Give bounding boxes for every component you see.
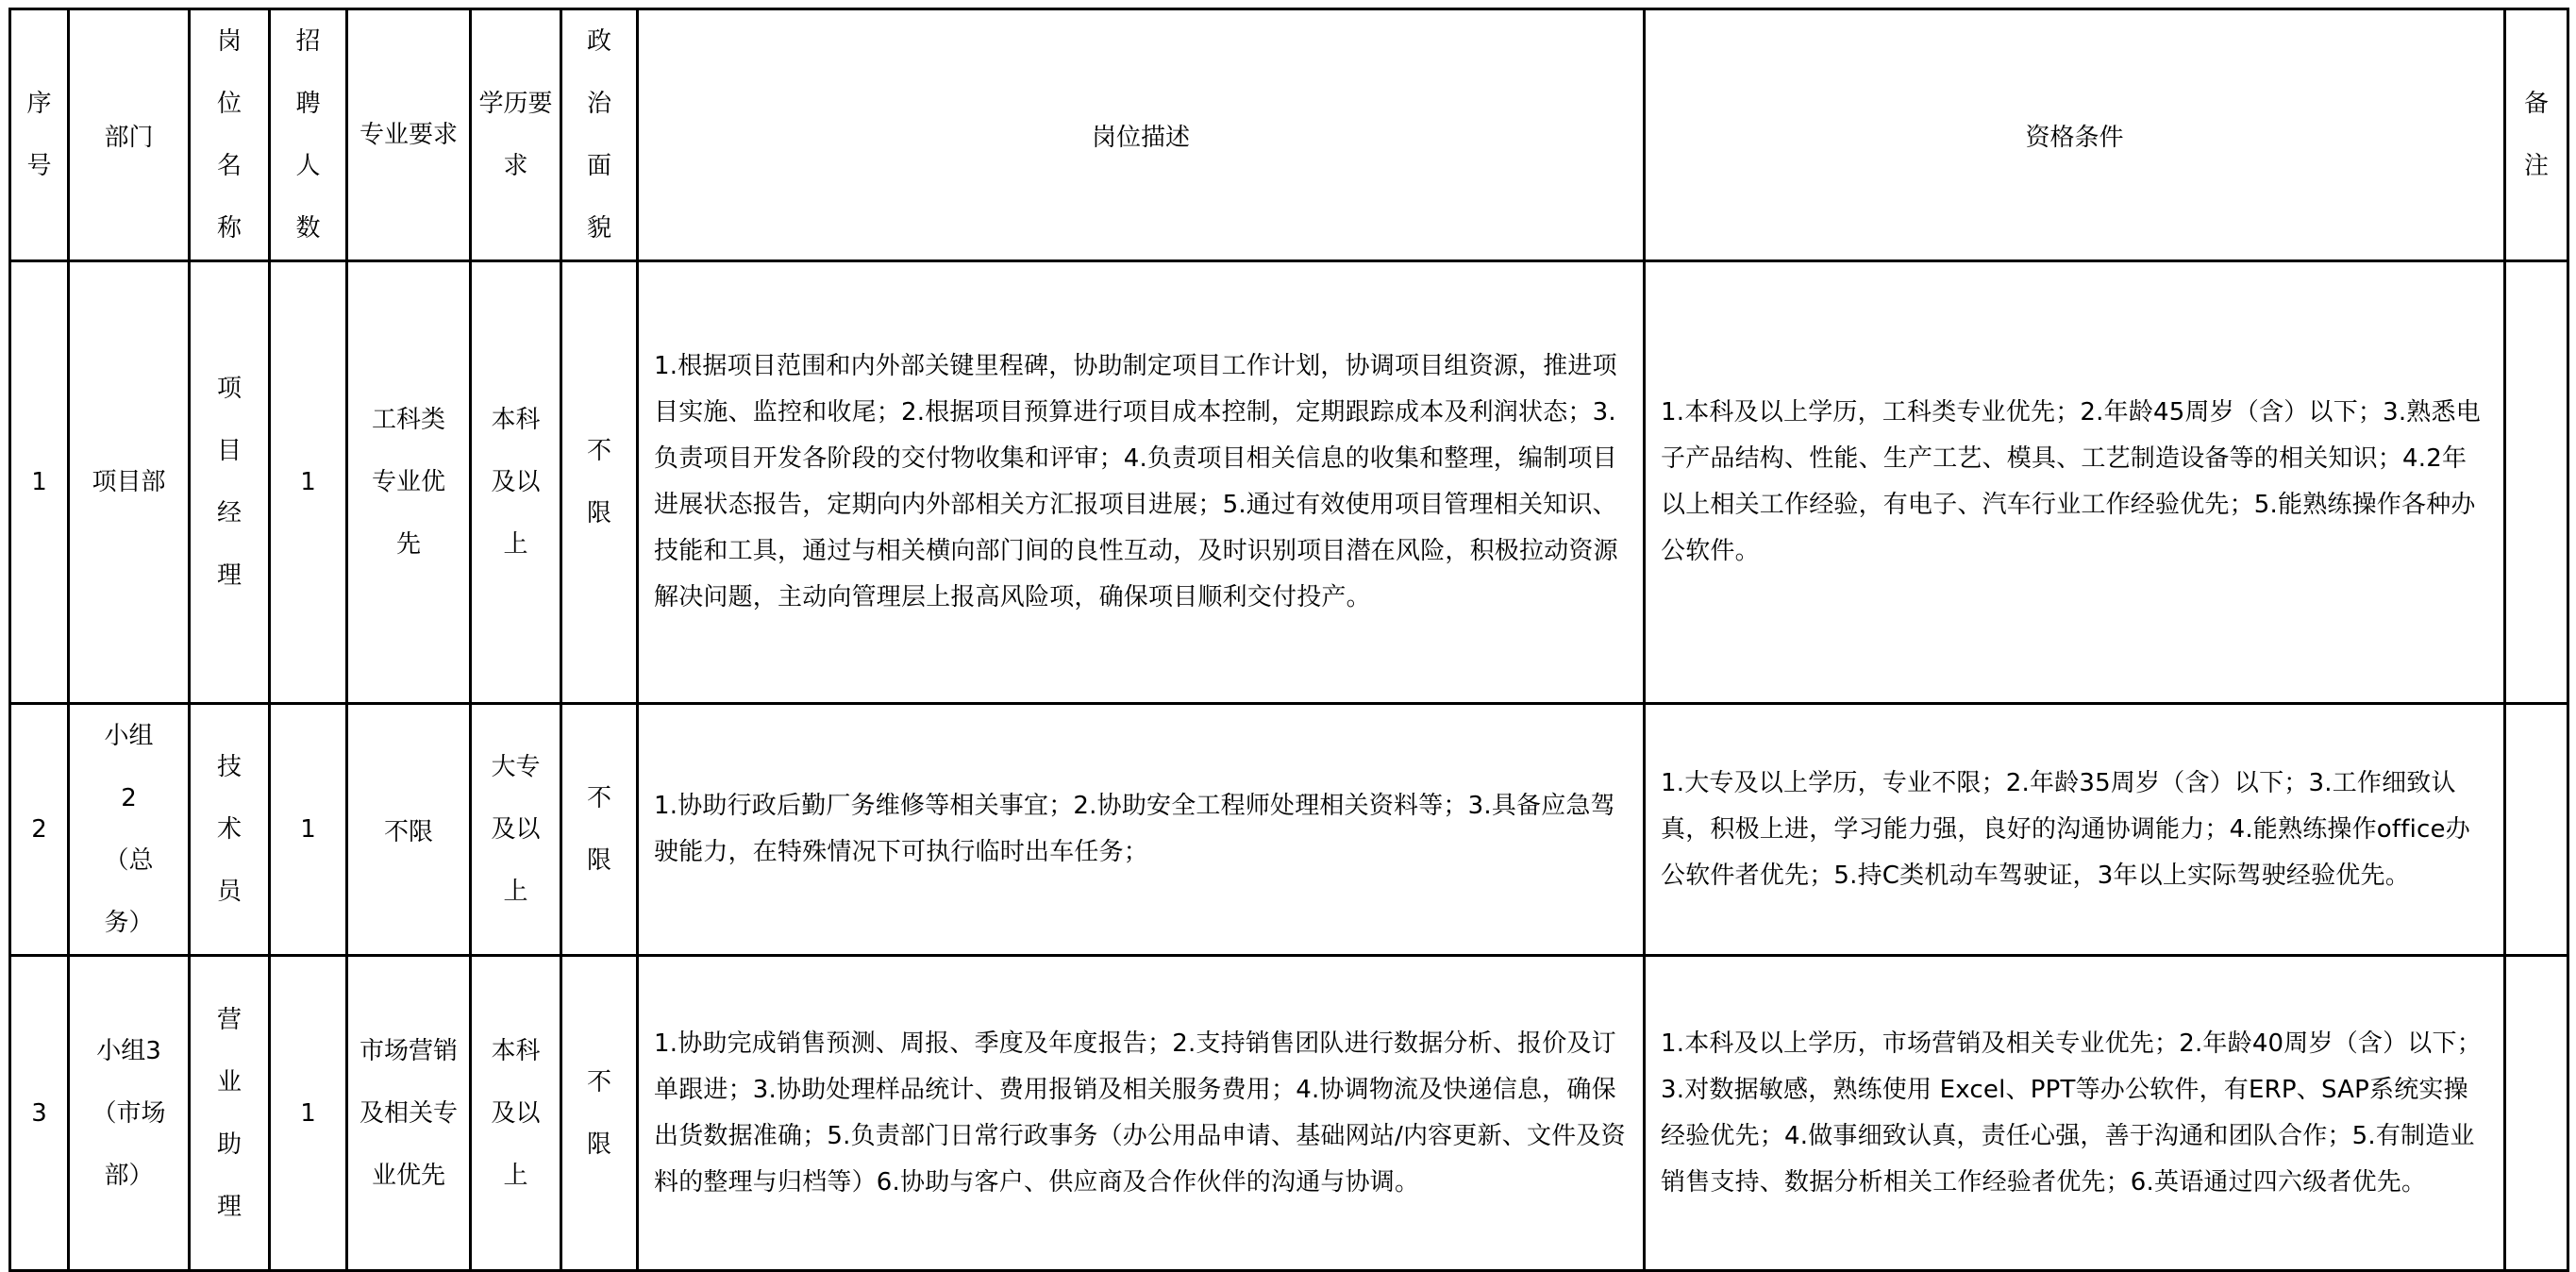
recruitment-table xyxy=(8,8,2569,1272)
recruitment-sheet xyxy=(8,8,2569,1272)
cell-major: 市场营销及相关专业优先 xyxy=(347,956,471,1271)
header-description: 岗位描述 xyxy=(638,9,1645,261)
cell-political: 不限 xyxy=(561,704,638,956)
cell-dept: 项目部 xyxy=(69,261,190,704)
header-count: 招聘人数 xyxy=(270,9,347,261)
header-major: 专业要求 xyxy=(347,9,471,261)
cell-education: 本科及以上 xyxy=(471,956,561,1271)
cell-position: 技术员 xyxy=(190,704,270,956)
cell-remark xyxy=(2505,956,2568,1271)
cell-seq: 3 xyxy=(10,956,69,1271)
cell-education: 本科及以上 xyxy=(471,261,561,704)
cell-description: 1.协助行政后勤厂务维修等相关事宜；2.协助安全工程师处理相关资料等；3.具备应急驾驶能力，在特殊情况下可执行临时出车任务； xyxy=(638,704,1645,956)
table-row xyxy=(10,956,2568,1271)
cell-dept: 小组3（市场部） xyxy=(69,956,190,1271)
header-remark: 备注 xyxy=(2505,9,2568,261)
header-position: 岗位名称 xyxy=(190,9,270,261)
cell-description: 1.协助完成销售预测、周报、季度及年度报告；2.支持销售团队进行数据分析、报价及订单跟进；3.协助处理样品统计、费用报销及相关服务费用；4.协调物流及快递信息，确保出货数据准确；5.负责部门日常行政事务（办公用品申请、基础网站/内容更新、文件及资料的整理与归档等）6.协助与客户、供应商及合作伙伴的沟通与协调。 xyxy=(638,956,1645,1271)
cell-qualification: 1.大专及以上学历，专业不限；2.年龄35周岁（含）以下；3.工作细致认真，积极上进，学习能力强，良好的沟通协调能力；4.能熟练操作office办公软件者优先；5.持C类机动车驾驶证，3年以上实际驾驶经验优先。 xyxy=(1645,704,2505,956)
cell-seq: 1 xyxy=(10,261,69,704)
cell-dept: 小组2（总务） xyxy=(69,704,190,956)
header-dept: 部门 xyxy=(69,9,190,261)
cell-seq: 2 xyxy=(10,704,69,956)
cell-count: 1 xyxy=(270,956,347,1271)
cell-major: 工科类专业优先 xyxy=(347,261,471,704)
table-row xyxy=(10,704,2568,956)
cell-position: 营业助理 xyxy=(190,956,270,1271)
cell-qualification: 1.本科及以上学历，市场营销及相关专业优先；2.年龄40周岁（含）以下；3.对数据敏感，熟练使用 Excel、PPT等办公软件，有ERP、SAP系统实操经验优先；4.做事细致认真，责任心强，善于沟通和团队合作；5.有制造业销售支持、数据分析相关工作经验者优先；6.英语通过四六级者优先。 xyxy=(1645,956,2505,1271)
cell-remark xyxy=(2505,261,2568,704)
cell-major: 不限 xyxy=(347,704,471,956)
cell-count: 1 xyxy=(270,704,347,956)
table-row xyxy=(10,261,2568,704)
header-qualification: 资格条件 xyxy=(1645,9,2505,261)
cell-qualification: 1.本科及以上学历，工科类专业优先；2.年龄45周岁（含）以下；3.熟悉电子产品结构、性能、生产工艺、模具、工艺制造设备等的相关知识；4.2年以上相关工作经验，有电子、汽车行业工作经验优先；5.能熟练操作各种办公软件。 xyxy=(1645,261,2505,704)
cell-education: 大专及以上 xyxy=(471,704,561,956)
header-row xyxy=(10,9,2568,261)
header-seq: 序号 xyxy=(10,9,69,261)
header-political: 政治面貌 xyxy=(561,9,638,261)
cell-position: 项目经理 xyxy=(190,261,270,704)
cell-description: 1.根据项目范围和内外部关键里程碑，协助制定项目工作计划，协调项目组资源，推进项目实施、监控和收尾；2.根据项目预算进行项目成本控制，定期跟踪成本及利润状态；3.负责项目开发各阶段的交付物收集和评审；4.负责项目相关信息的收集和整理，编制项目进展状态报告，定期向内外部相关方汇报项目进展；5.通过有效使用项目管理相关知识、技能和工具，通过与相关横向部门间的良性互动，及时识别项目潜在风险，积极拉动资源解决问题，主动向管理层上报高风险项，确保项目顺利交付投产。 xyxy=(638,261,1645,704)
cell-count: 1 xyxy=(270,261,347,704)
cell-remark xyxy=(2505,704,2568,956)
cell-political: 不限 xyxy=(561,261,638,704)
header-education: 学历要求 xyxy=(471,9,561,261)
cell-political: 不限 xyxy=(561,956,638,1271)
